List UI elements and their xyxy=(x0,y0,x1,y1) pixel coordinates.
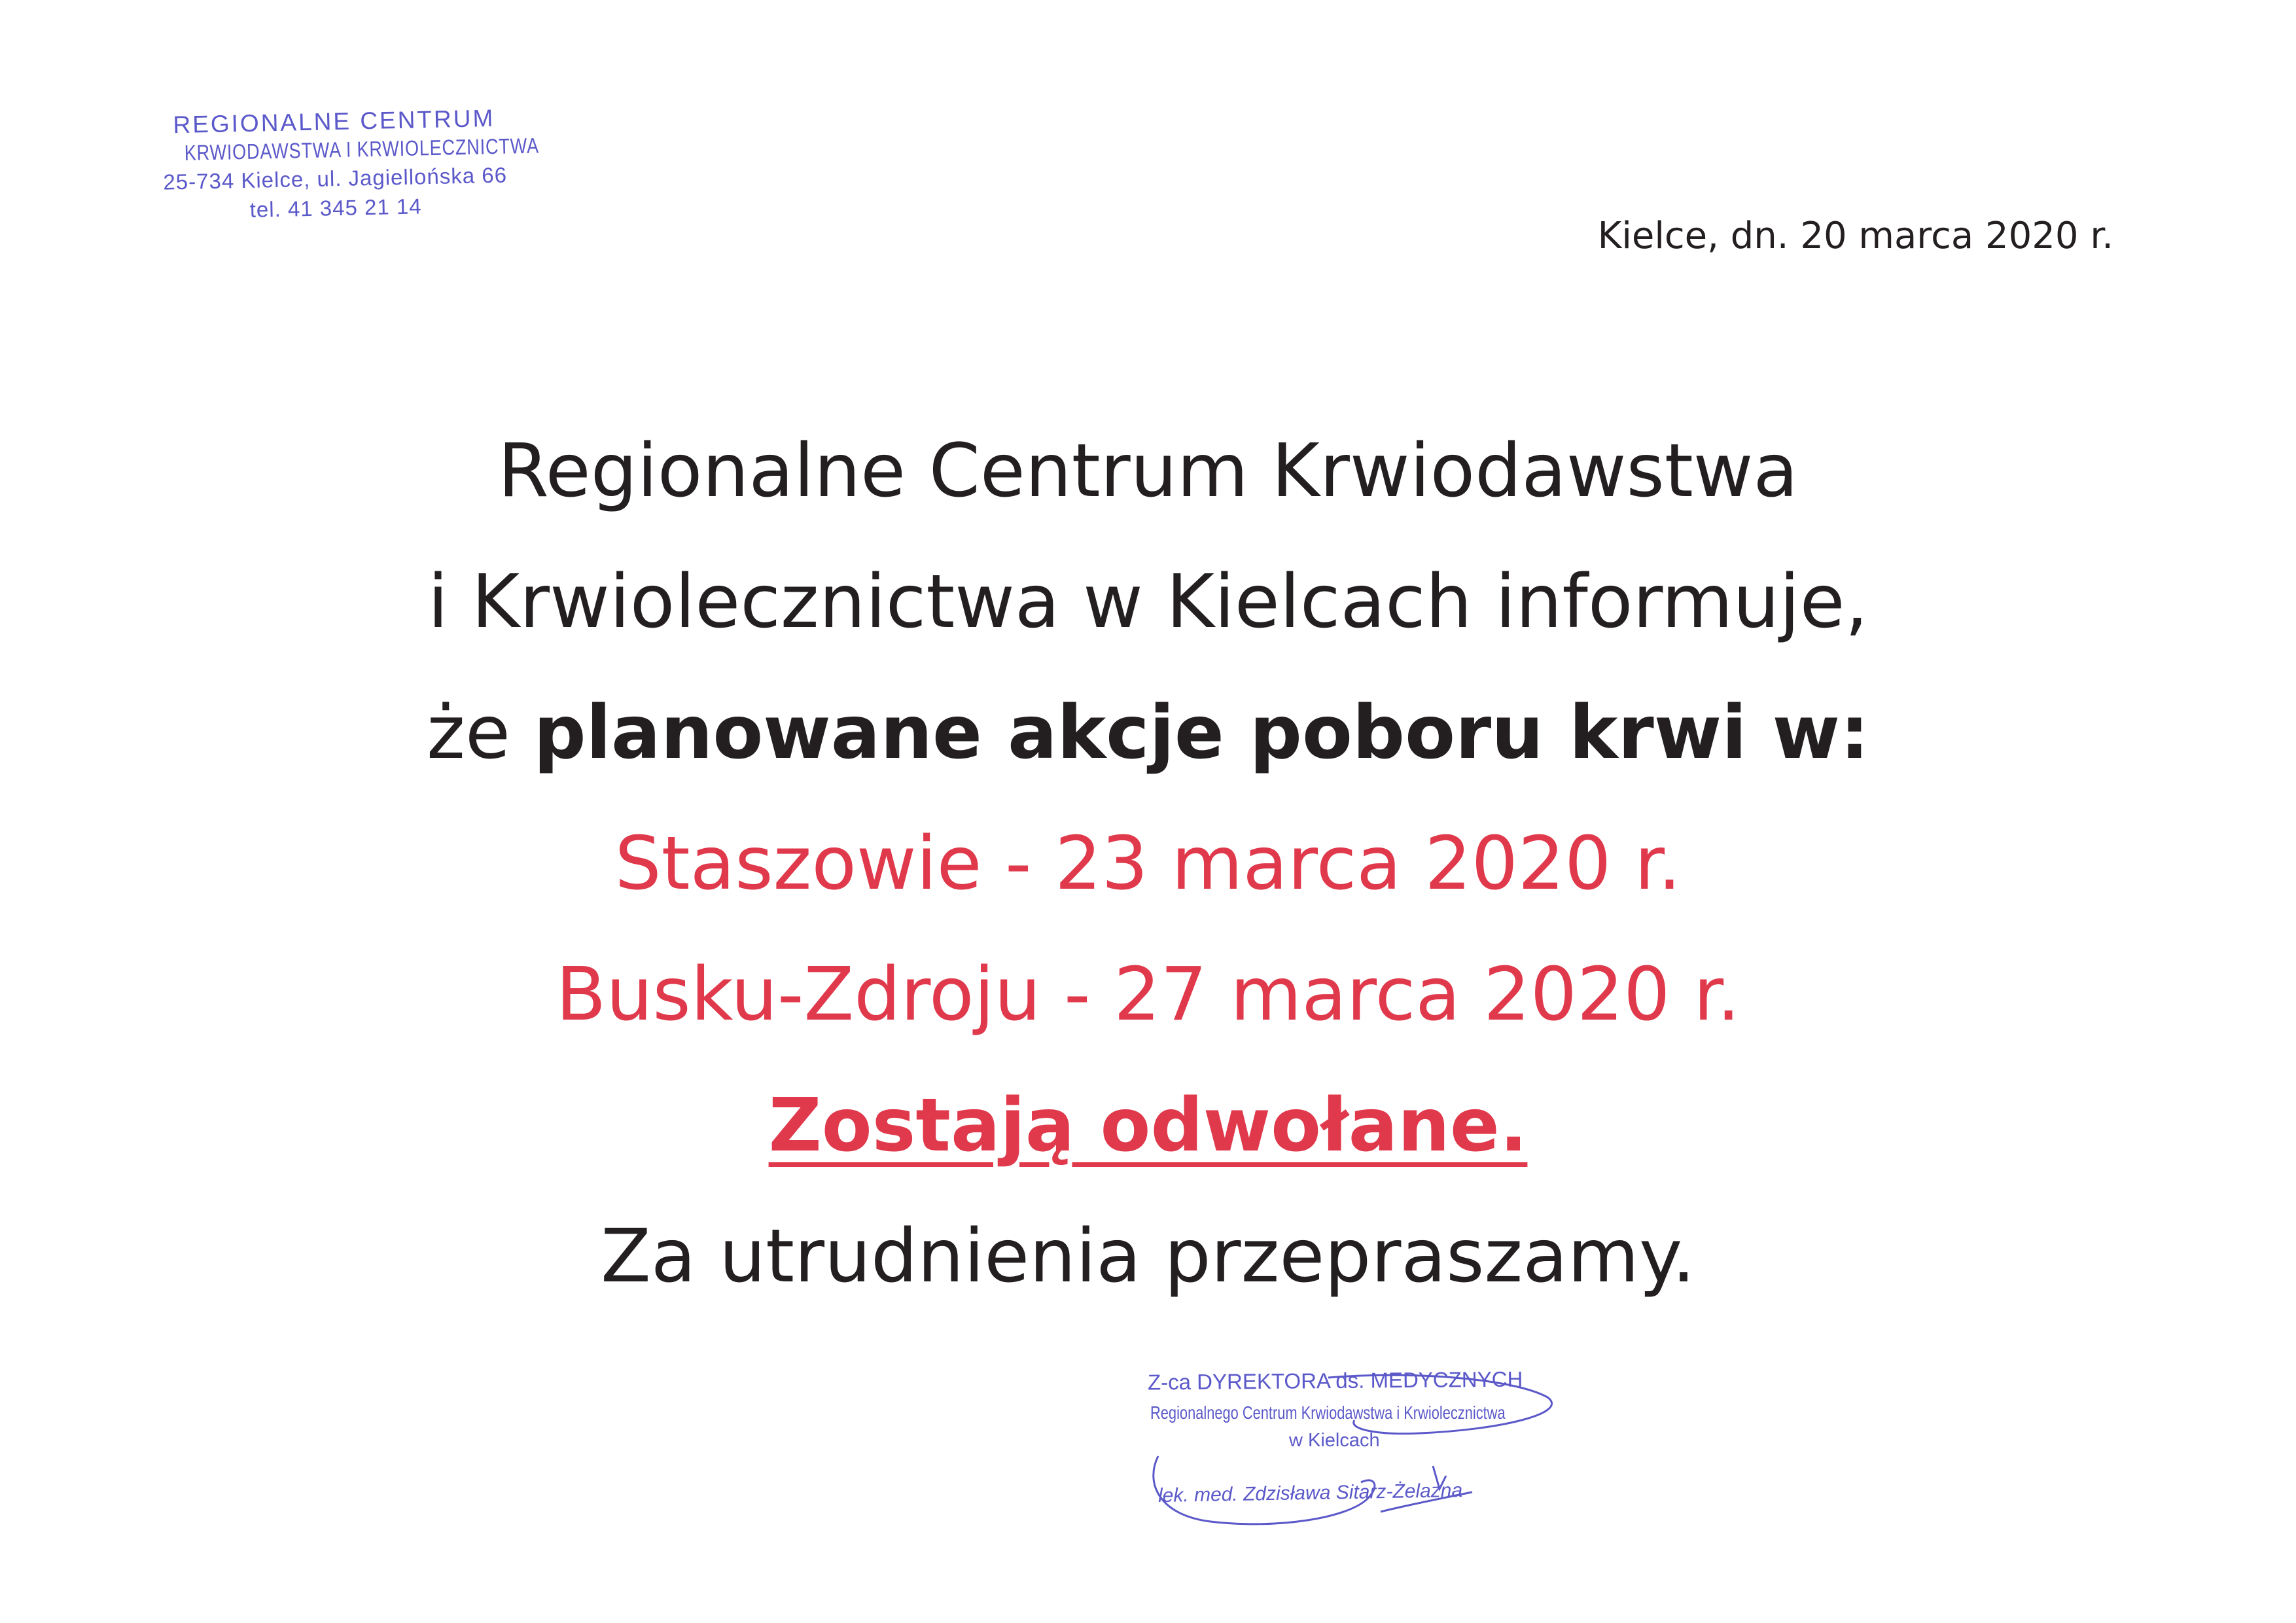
institution-stamp xyxy=(150,103,540,226)
cancellation-notice-line xyxy=(0,1060,2296,1191)
event-busko-zdroj: Busku-Zdroju - 27 marca 2020 r. xyxy=(556,952,1740,1037)
signature-city: w Kielcach xyxy=(1289,1430,1380,1451)
apology-line: Za utrudnienia przepraszamy. xyxy=(601,1214,1695,1299)
stamp-institution-subtitle: KRWIODAWSTWA I KRWIOLECZNICTWA xyxy=(184,133,540,165)
stamp-institution-name: REGIONALNE CENTRUM xyxy=(173,104,495,139)
signature-name: lek. med. Zdzisława Sitarz-Żelazna xyxy=(1157,1479,1463,1507)
event-staszow: Staszowie - 23 marca 2020 r. xyxy=(614,821,1682,906)
cancellation-notice: Zostają odwołane. xyxy=(768,1083,1528,1168)
announcement-line-3-bold: planowane akcje poboru krwi w: xyxy=(533,690,1869,776)
document-date: Kielce, dn. 20 marca 2020 r. xyxy=(1597,215,2113,257)
announcement-line-1: Regionalne Centrum Krwiodawstwa xyxy=(498,429,1798,514)
signature-title: Z-ca DYREKTORA ds. MEDYCZNYCH xyxy=(1147,1366,1523,1395)
signature-institution: Regionalnego Centrum Krwiodawstwa i Krwiolecznictwa xyxy=(1150,1402,1506,1423)
stamp-phone: tel. 41 345 21 14 xyxy=(249,194,422,222)
announcement-line-3 xyxy=(0,668,2296,798)
signature-stamp xyxy=(1139,1364,1570,1535)
stamp-address: 25-734 Kielce, ul. Jagiellońska 66 xyxy=(163,162,508,194)
announcement-line-3-prefix: że xyxy=(427,690,534,776)
announcement-line-2: i Krwiolecznictwa w Kielcach informuje, xyxy=(427,560,1869,645)
announcement-body xyxy=(0,406,2296,1322)
